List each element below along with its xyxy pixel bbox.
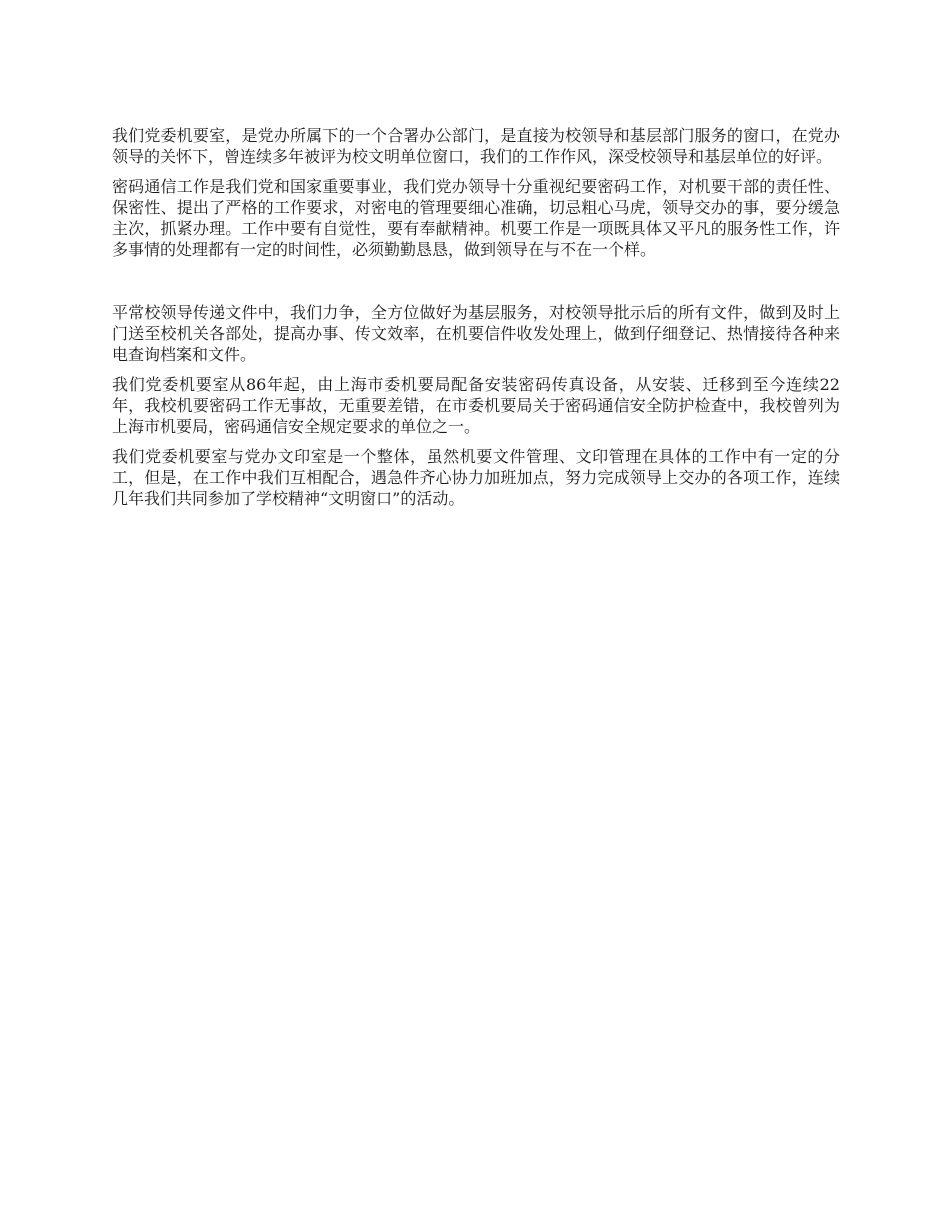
paragraph-intro: 我们党委机要室，是党办所属下的一个合署办公部门，是直接为校领导和基层部门服务的窗口，在党办领导的关怀下，曾连续多年被评为校文明单位窗口，我们的工作作风，深受校领导和基层单位的好评。 [112,126,840,166]
paragraph-cipher-work: 密码通信工作是我们党和国家重要事业，我们党办领导十分重视纪要密码工作，对机要干部的责任性、保密性、提出了严格的工作要求，对密电的管理要细心准确，切忌粗心马虎，领导交办的事，要分缓急主次，抓紧办理。工作中要有自觉性，要有奉献精神。机要工作是一项既具体又平凡的服务性工作，许多事情的处理都有一定的时间性，必须勤勤恳恳，做到领导在与不在一个样。 [112,177,840,259]
paragraph-document-delivery: 平常校领导传递文件中，我们力争，全方位做好为基层服务，对校领导批示后的所有文件，做到及时上门送至校机关各部处，提高办事、传文效率，在机要信件收发处理上，做到仔细登记、热情接待各种来电查询档案和文件。 [112,303,840,364]
paragraph-teamwork: 我们党委机要室与党办文印室是一个整体，虽然机要文件管理、文印管理在具体的工作中有一定的分工，但是，在工作中我们互相配合，遇急件齐心协力加班加点，努力完成领导上交办的各项工作，连续几年我们共同参加了学校精神“文明窗口”的活动。 [112,447,840,508]
document-body [112,125,840,518]
paragraph-equipment-history: 我们党委机要室从86年起，由上海市委机要局配备安装密码传真设备，从安装、迁移到至今连续22年，我校机要密码工作无事故，无重要差错，在市委机要局关于密码通信安全防护检查中，我校曾列为上海市机要局，密码通信安全规定要求的单位之一。 [112,375,840,436]
